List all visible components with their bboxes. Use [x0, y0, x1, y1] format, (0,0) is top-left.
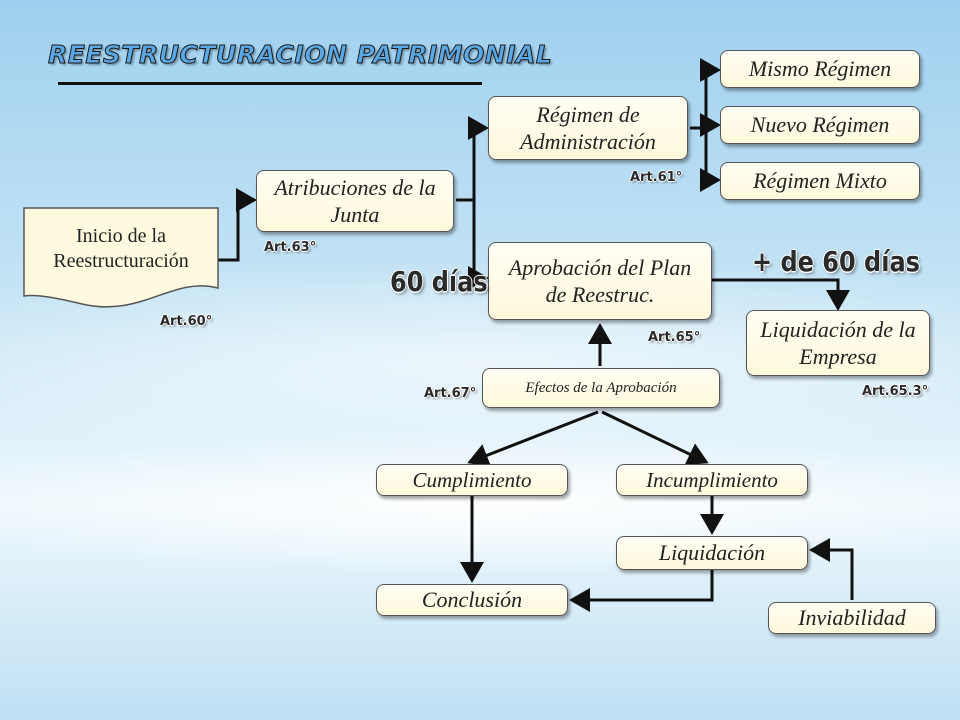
node-aprobacion-plan: Aprobación del Plan de Reestruc. [488, 242, 712, 320]
label-art65: Art.65° [648, 330, 701, 345]
node-regimen-administracion: Régimen de Administración [488, 96, 688, 160]
label-art653: Art.65.3° [862, 384, 929, 399]
node-mismo-regimen: Mismo Régimen [720, 50, 920, 88]
node-efectos-aprobacion: Efectos de la Aprobación [482, 368, 720, 408]
node-liquidacion: Liquidación [616, 536, 808, 570]
diagram-title: REESTRUCTURACION PATRIMONIAL [48, 40, 553, 69]
connector-aprobacion-liquidacion-empresa [712, 280, 838, 308]
connector-regimen-mismo [706, 70, 718, 128]
connector-efectos-incumplimiento [602, 412, 706, 462]
connector-liquidacion-conclusion [572, 570, 712, 600]
node-incumplimiento: Incumplimiento [616, 464, 808, 496]
node-regimen-mixto: Régimen Mixto [720, 162, 920, 200]
label-art60: Art.60° [160, 314, 213, 329]
node-inviabilidad: Inviabilidad [768, 602, 936, 634]
connector-inicio-atribuciones [218, 200, 254, 260]
node-atribuciones: Atribuciones de la Junta [256, 170, 454, 232]
label-mas-60-dias: + de 60 días [752, 245, 920, 279]
node-cumplimiento: Cumplimiento [376, 464, 568, 496]
connector-atribuciones-regimen [474, 128, 486, 200]
connector-efectos-cumplimiento [470, 412, 598, 462]
node-nuevo-regimen: Nuevo Régimen [720, 106, 920, 144]
node-conclusion: Conclusión [376, 584, 568, 616]
label-art63: Art.63° [264, 240, 317, 255]
label-60-dias: 60 días [390, 265, 488, 299]
label-art61: Art.61° [630, 170, 683, 185]
connector-inviabilidad-liquidacion [812, 550, 852, 600]
node-inicio: Inicio de la Reestructuración [53, 225, 189, 272]
node-liquidacion-empresa: Liquidación de la Empresa [746, 310, 930, 376]
connector-regimen-mixto [706, 128, 718, 180]
label-art67: Art.67° [424, 386, 477, 401]
